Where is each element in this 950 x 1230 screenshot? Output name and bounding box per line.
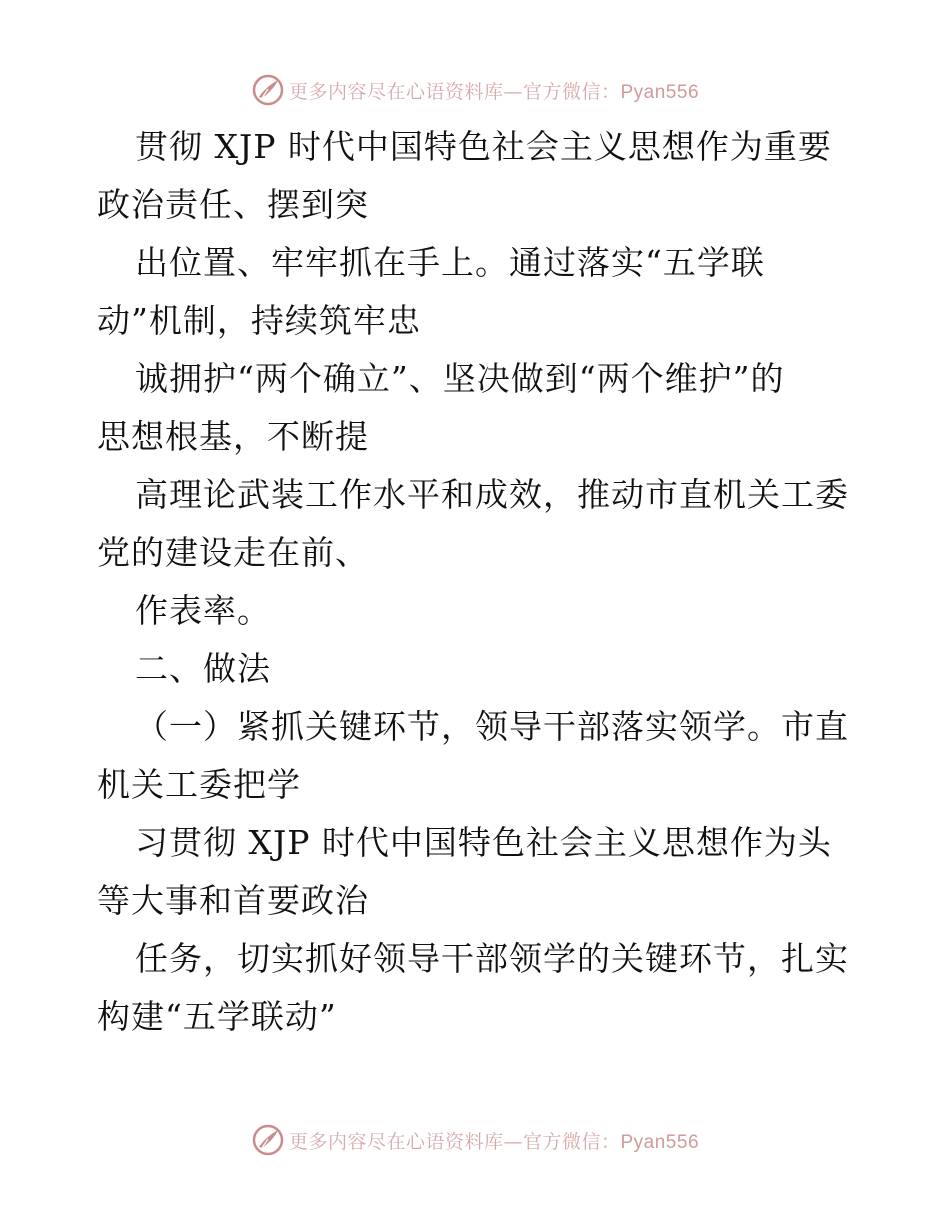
text-line: 作表率。 — [135, 591, 271, 630]
document-body — [97, 118, 877, 1046]
text-line: 等大事和首要政治 — [97, 881, 369, 920]
text-line: 习贯彻 XJP 时代中国特色社会主义思想作为头 — [135, 823, 832, 862]
text-line: 机关工委把学 — [97, 765, 301, 804]
header-watermark — [0, 70, 950, 110]
text-line: 二、做法 — [135, 649, 271, 688]
text-line: 任务，切实抓好领导干部领学的关键环节，扎实 — [135, 939, 849, 978]
footer-watermark — [0, 1120, 950, 1160]
watermark-text — [289, 77, 699, 104]
text-line: 诚拥护“两个确立”、坚决做到“两个维护”的 — [135, 359, 785, 398]
quill-circle-icon — [251, 73, 285, 107]
quill-circle-icon — [251, 1123, 285, 1157]
text-line: 出位置、牢牢抓在手上。通过落实“五学联 — [135, 243, 765, 282]
text-line: 构建“五学联动” — [97, 997, 337, 1036]
text-line: 高理论武装工作水平和成效，推动市直机关工委 — [135, 475, 849, 514]
text-line: 党的建设走在前、 — [97, 533, 369, 572]
watermark-label: 更多内容尽在心语资料库—官方微信： — [288, 1130, 621, 1153]
text-line: 动”机制，持续筑牢忠 — [97, 301, 421, 340]
watermark-label: 更多内容尽在心语资料库—官方微信： — [288, 80, 621, 103]
text-line: 贯彻 XJP 时代中国特色社会主义思想作为重要 — [135, 127, 832, 166]
text-line: 思想根基，不断提 — [97, 417, 369, 456]
watermark-id: Pyan556 — [620, 1131, 700, 1153]
text-line: 政治责任、摆到突 — [97, 185, 369, 224]
text-line: （一）紧抓关键环节，领导干部落实领学。市直 — [135, 707, 849, 746]
watermark-text — [289, 1127, 699, 1154]
watermark-id: Pyan556 — [620, 81, 700, 103]
